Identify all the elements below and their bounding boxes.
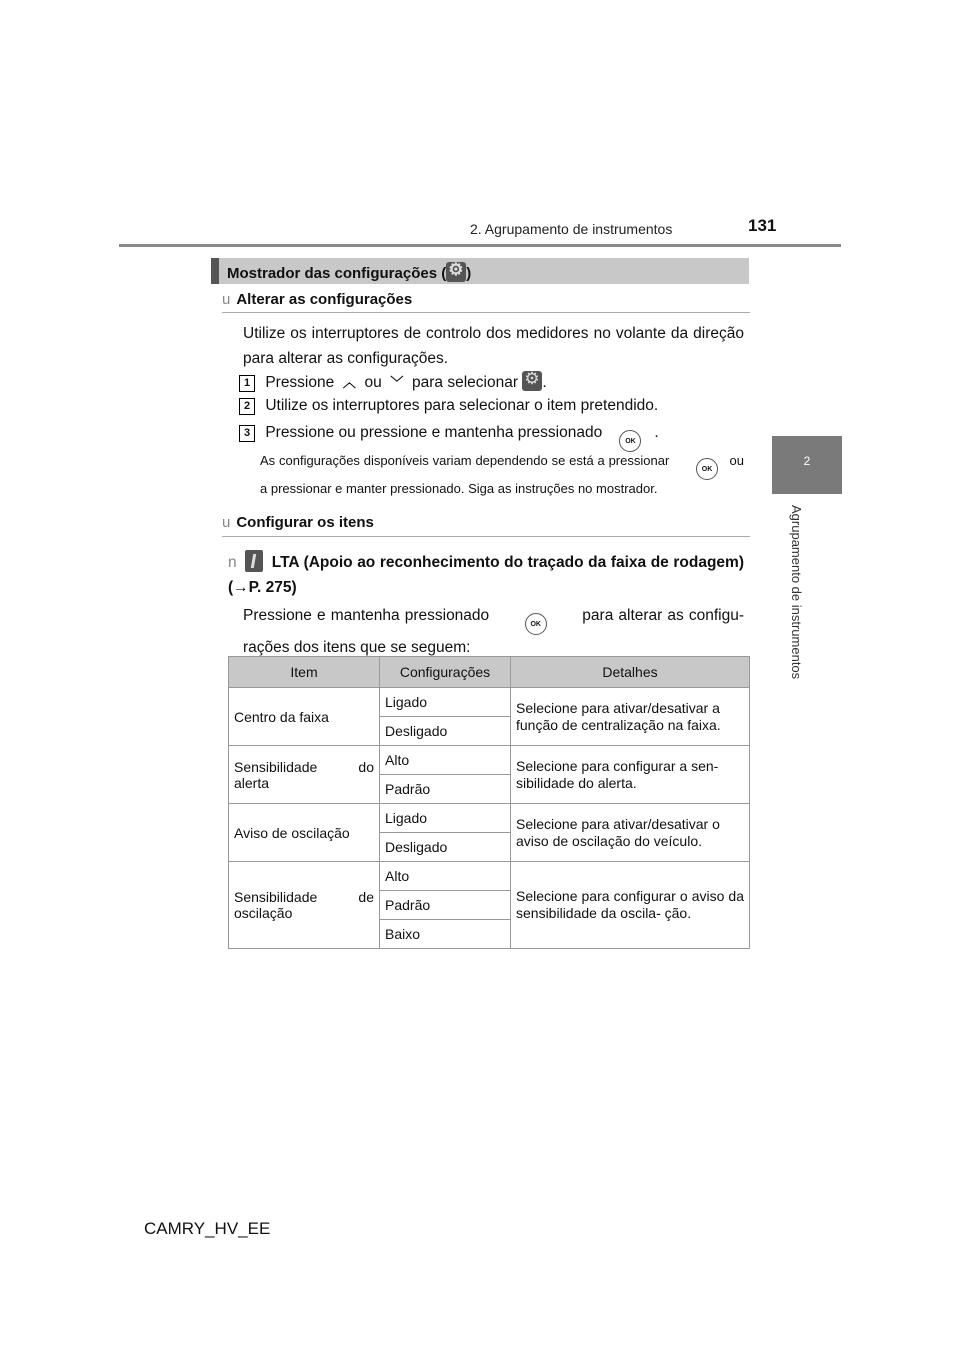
lta-lane-icon [245,550,263,572]
step-text: ou [364,374,382,391]
chapter-tab-label-wrap [790,505,808,695]
lta-text: Pressione e mantenha pressionado [243,607,490,624]
ok-button-icon: OK [619,430,641,452]
config-cell: Desligado [380,717,511,746]
chevron-up-icon: ︿ [342,375,356,390]
config-cell: Padrão [380,891,511,920]
page-number: 131 [748,216,777,235]
lta-paragraph [243,603,744,660]
details-cell: Selecione para ativar/desativar a função de centralização na faixa. [511,688,750,746]
config-cell: Ligado [380,804,511,833]
settings-gear-icon [446,262,466,282]
step-text: . [542,374,547,391]
step-text: para selecionar [412,374,519,391]
configure-items-heading-text: Configurar os itens [236,514,374,531]
column-header: Item [229,657,380,688]
config-cell: Padrão [380,775,511,804]
step-number: 1 [239,375,255,392]
settings-note [260,452,744,497]
chevron-down-icon: ﹀ [390,375,404,390]
lta-settings-table [228,656,750,949]
settings-gear-icon [522,371,542,391]
intro-paragraph: Utilize os interruptores de controlo dos medidores no volante da direção para alterar as configurações. [243,325,744,367]
change-settings-heading [222,291,750,309]
step-1 [239,371,749,392]
square-bullet-icon: u [222,514,231,531]
section-title-text: Mostrador das configurações ( [227,265,447,282]
item-cell: Sensibilidade do alerta [229,746,380,804]
config-cell: Baixo [380,920,511,949]
item-cell: Aviso de oscilação [229,804,380,862]
table-row [229,688,750,717]
section-title-bar [211,258,749,284]
note-text: As configurações disponíveis variam dependendo se está a pressionar [260,453,670,468]
step-number: 2 [239,398,255,415]
item-cell: Sensibilidade de oscilação [229,862,380,949]
table-row [229,746,750,775]
subheading-rule [222,312,750,313]
step-text: Pressione [265,374,335,391]
ok-button-icon: OK [525,613,547,635]
note-text: ou a pressionar e manter pressionado. Siga as instruções no mostrador. [260,453,744,496]
column-header: Detalhes [511,657,750,688]
chapter-tab-number: 2 [803,454,811,468]
config-cell: Alto [380,862,511,891]
table-row [229,804,750,833]
details-cell: Selecione para configurar o aviso da sensibilidade da oscila- ção. [511,862,750,949]
configure-items-heading [222,514,750,532]
item-cell: Centro da faixa [229,688,380,746]
change-settings-heading-text: Alterar as configurações [236,291,413,308]
table-header-row [229,657,750,688]
config-cell: Desligado [380,833,511,862]
details-cell: Selecione para ativar/desativar o aviso de oscilação do veículo. [511,804,750,862]
ok-button-icon: OK [696,458,718,480]
square-bullet-icon: u [222,291,231,308]
lta-text: para alterar as configu- rações dos itens que se seguem: [243,607,745,656]
section-title [227,262,471,282]
step-number: 3 [239,425,255,442]
step-text: . [654,424,659,441]
step-text: Utilize os interruptores para selecionar o item pretendido. [265,397,659,414]
table-row [229,862,750,891]
section-title-close: ) [466,265,472,282]
document-code-footer: CAMRY_HV_EE [144,1219,271,1238]
subheading-rule [222,536,750,537]
header-title: 2. Agrupamento de instrumentos [470,221,673,237]
small-bullet-icon: n [228,554,237,571]
config-cell: Ligado [380,688,511,717]
step-2 [239,397,749,415]
header-rule [119,244,841,247]
lta-heading-text: LTA (Apoio ao reconhecimento do traçado da faixa de rodagem) (→P. 275) [228,554,744,596]
lta-heading [228,550,744,600]
config-cell: Alto [380,746,511,775]
column-header: Configurações [380,657,511,688]
chapter-tab-label: Agrupamento de instrumentos [789,505,804,680]
step-text: Pressione ou pressione e mantenha pressionado [265,424,603,441]
details-cell: Selecione para configurar a sen- sibilidade do alerta. [511,746,750,804]
step-3 [239,424,749,452]
